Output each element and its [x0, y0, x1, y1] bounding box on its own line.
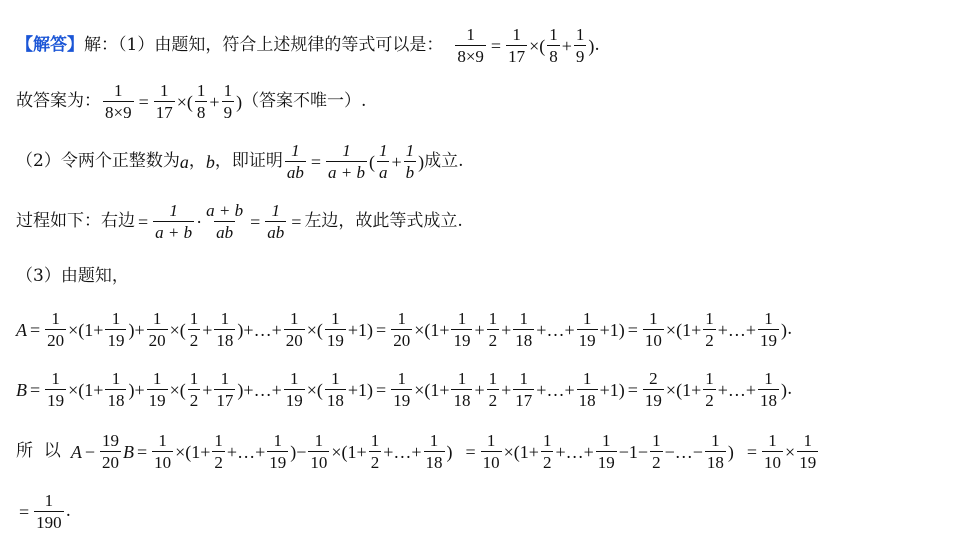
fraction: $\frac{1}{19}$ [148, 369, 166, 410]
fraction: $\frac{1}{a + b}$ [155, 201, 193, 242]
fraction: $\frac{1}{19}$ [326, 309, 344, 350]
answer-label: 故答案为： [16, 91, 101, 111]
fraction: $\frac{1}{a + b}$ [327, 141, 365, 182]
fraction: $\frac{1}{18}$ [453, 369, 471, 410]
fraction: $\frac{1}{18}$ [107, 369, 125, 410]
fraction: $\frac{19}{20}$ [101, 431, 119, 472]
fraction: $\frac{1}{ab}$ [267, 201, 285, 242]
fraction: $\frac{1}{2}$ [652, 431, 661, 472]
solution-line-2: 故答案为： $\frac{1}{8\times 9}$ = $\frac{1}{17}$ ×( $\frac{1}{8}$ + $\frac{1}{9}$ ) （答案不唯一）. [16, 81, 367, 122]
fraction: $\frac{1}{8}$ [196, 81, 206, 122]
fraction: $\frac{1}{18}$ [326, 369, 344, 410]
fraction: $\frac{1}{17}$ [155, 81, 173, 122]
fraction: $\frac{1}{19}$ [799, 431, 817, 472]
fraction: $\frac{1}{19}$ [760, 309, 778, 350]
fraction: $\frac{a + b}{ab}$ [206, 201, 244, 242]
fraction: $\frac{2}{19}$ [644, 369, 662, 410]
fraction: $\frac{1}{2}$ [370, 431, 380, 472]
fraction: $\frac{1}{8}$ [549, 25, 558, 66]
fraction: $\frac{1}{8\times 9}$ [105, 81, 132, 122]
fraction: $\frac{1}{17}$ [515, 369, 533, 410]
fraction: $\frac{1}{19}$ [269, 431, 287, 472]
fraction: $\frac{1}{18}$ [216, 309, 234, 350]
fraction: $\frac{1}{17}$ [508, 25, 526, 66]
fraction: $\frac{1}{20}$ [393, 309, 411, 350]
fraction: $\frac{1}{18}$ [578, 369, 596, 410]
fraction: $\frac{1}{2}$ [189, 309, 199, 350]
solution-tag: 【解答】 [16, 35, 84, 55]
answer-note: （答案不唯一）. [242, 91, 367, 111]
fraction: $\frac{1}{b}$ [405, 141, 415, 182]
fraction: $\frac{1}{19}$ [47, 369, 65, 410]
fraction: $\frac{1}{9}$ [575, 25, 585, 66]
solution-line-6: A = $\frac{1}{20}$ ×(1+ $\frac{1}{19}$ )+ $\frac{1}{20}$ ×( $\frac{1}{2}$ + $\frac{1}{18}$ )+…+ $\frac{1}{20}$ ×( $\frac{1}{19}$ +1) = $\frac{1}{20}$ ×(1+ $\frac{1}{19}$ + $\frac{1}{2}$ + $\frac{1}{18}$ +…+ $\frac{1}{19}$ +1) = $\frac{1}{10}$ ×(1+ $\frac{1}{2}$ +…+ $\frac{1}{19}$ ) . [16, 309, 793, 350]
fraction: $\frac{1}{10}$ [310, 431, 328, 472]
fraction: $\frac{1}{ab}$ [286, 141, 304, 182]
fraction: $\frac{1}{190}$ [36, 491, 62, 532]
fraction: $\frac{1}{2}$ [488, 309, 498, 350]
fraction: $\frac{1}{2}$ [705, 369, 714, 410]
solution-line-1: 【解答】 解：（1）由题知，符合上述规律的等式可以是： $\frac{1}{8\times 9}$ = $\frac{1}{17}$ ×( $\frac{1}{8}$ + $\frac{1}{9}$ ) . [16, 25, 600, 66]
solution-line-3: （2）令两个正整数为 a ， b ，即证明 $\frac{1}{ab}$ = $\frac{1}{a + b}$ ( $\frac{1}{a}$ + $\frac{1}{b}$ ) 成立. [16, 141, 464, 182]
solution-line-5: （3）由题知， [16, 266, 129, 286]
fraction: $\frac{1}{8\times 9}$ [457, 25, 484, 66]
fraction: $\frac{1}{10}$ [482, 431, 500, 472]
fraction: $\frac{1}{19}$ [578, 309, 596, 350]
fraction: $\frac{1}{19}$ [107, 309, 125, 350]
fraction: $\frac{1}{18}$ [515, 309, 533, 350]
solution-line-7: B = $\frac{1}{19}$ ×(1+ $\frac{1}{18}$ )+ $\frac{1}{19}$ ×( $\frac{1}{2}$ + $\frac{1}{17}$ )+…+ $\frac{1}{19}$ ×( $\frac{1}{18}$ +1) = $\frac{1}{19}$ ×(1+ $\frac{1}{18}$ + $\frac{1}{2}$ + $\frac{1}{17}$ +…+ $\frac{1}{18}$ +1) = $\frac{2}{19}$ ×(1+ $\frac{1}{2}$ +…+ $\frac{1}{18}$ ) . [16, 369, 793, 410]
fraction: $\frac{1}{10}$ [644, 309, 662, 350]
fraction: $\frac{1}{20}$ [285, 309, 303, 350]
fraction: $\frac{1}{a}$ [378, 141, 388, 182]
fraction: $\frac{1}{2}$ [542, 431, 552, 472]
fraction: $\frac{1}{19}$ [393, 369, 411, 410]
solution-line-8: 所 以 A − $\frac{19}{20}$ B = $\frac{1}{10}$ ×(1+ $\frac{1}{2}$ +…+ $\frac{1}{19}$ )− $\frac{1}{10}$ ×(1+ $\frac{1}{2}$ +…+ $\frac{1}{18}$ ) = $\frac{1}{10}$ ×(1+ $\frac{1}{2}$ +…+ $\frac{1}{19}$ −1− $\frac{1}{2}$ −…− $\frac{1}{18}$ ) = $\frac{1}{10}$ × $\frac{1}{19}$ [16, 431, 817, 472]
fraction: $\frac{1}{19}$ [453, 309, 471, 350]
solution-line-4: 过程如下：右边 = $\frac{1}{a + b}$ · $\frac{a + b}{ab}$ = $\frac{1}{ab}$ = 左边，故此等式成立. [16, 201, 463, 242]
fraction: $\frac{1}{10}$ [154, 431, 172, 472]
fraction: $\frac{1}{2}$ [488, 369, 498, 410]
fraction: $\frac{1}{20}$ [47, 309, 65, 350]
fraction: $\frac{1}{2}$ [214, 431, 223, 472]
fraction: $\frac{1}{19}$ [597, 431, 615, 472]
fraction: $\frac{1}{18}$ [760, 369, 778, 410]
fraction: $\frac{1}{2}$ [189, 369, 199, 410]
fraction: $\frac{1}{19}$ [285, 369, 303, 410]
fraction: $\frac{1}{18}$ [706, 431, 724, 472]
fraction: $\frac{1}{2}$ [705, 309, 714, 350]
fraction: $\frac{1}{18}$ [425, 431, 443, 472]
fraction: $\frac{1}{17}$ [216, 369, 234, 410]
solution-line-9: = $\frac{1}{190}$ . [19, 491, 72, 532]
part1-intro: 解：（1）由题知，符合上述规律的等式可以是： [84, 35, 444, 55]
fraction: $\frac{1}{10}$ [764, 431, 782, 472]
fraction: $\frac{1}{20}$ [148, 309, 166, 350]
fraction: $\frac{1}{9}$ [223, 81, 233, 122]
